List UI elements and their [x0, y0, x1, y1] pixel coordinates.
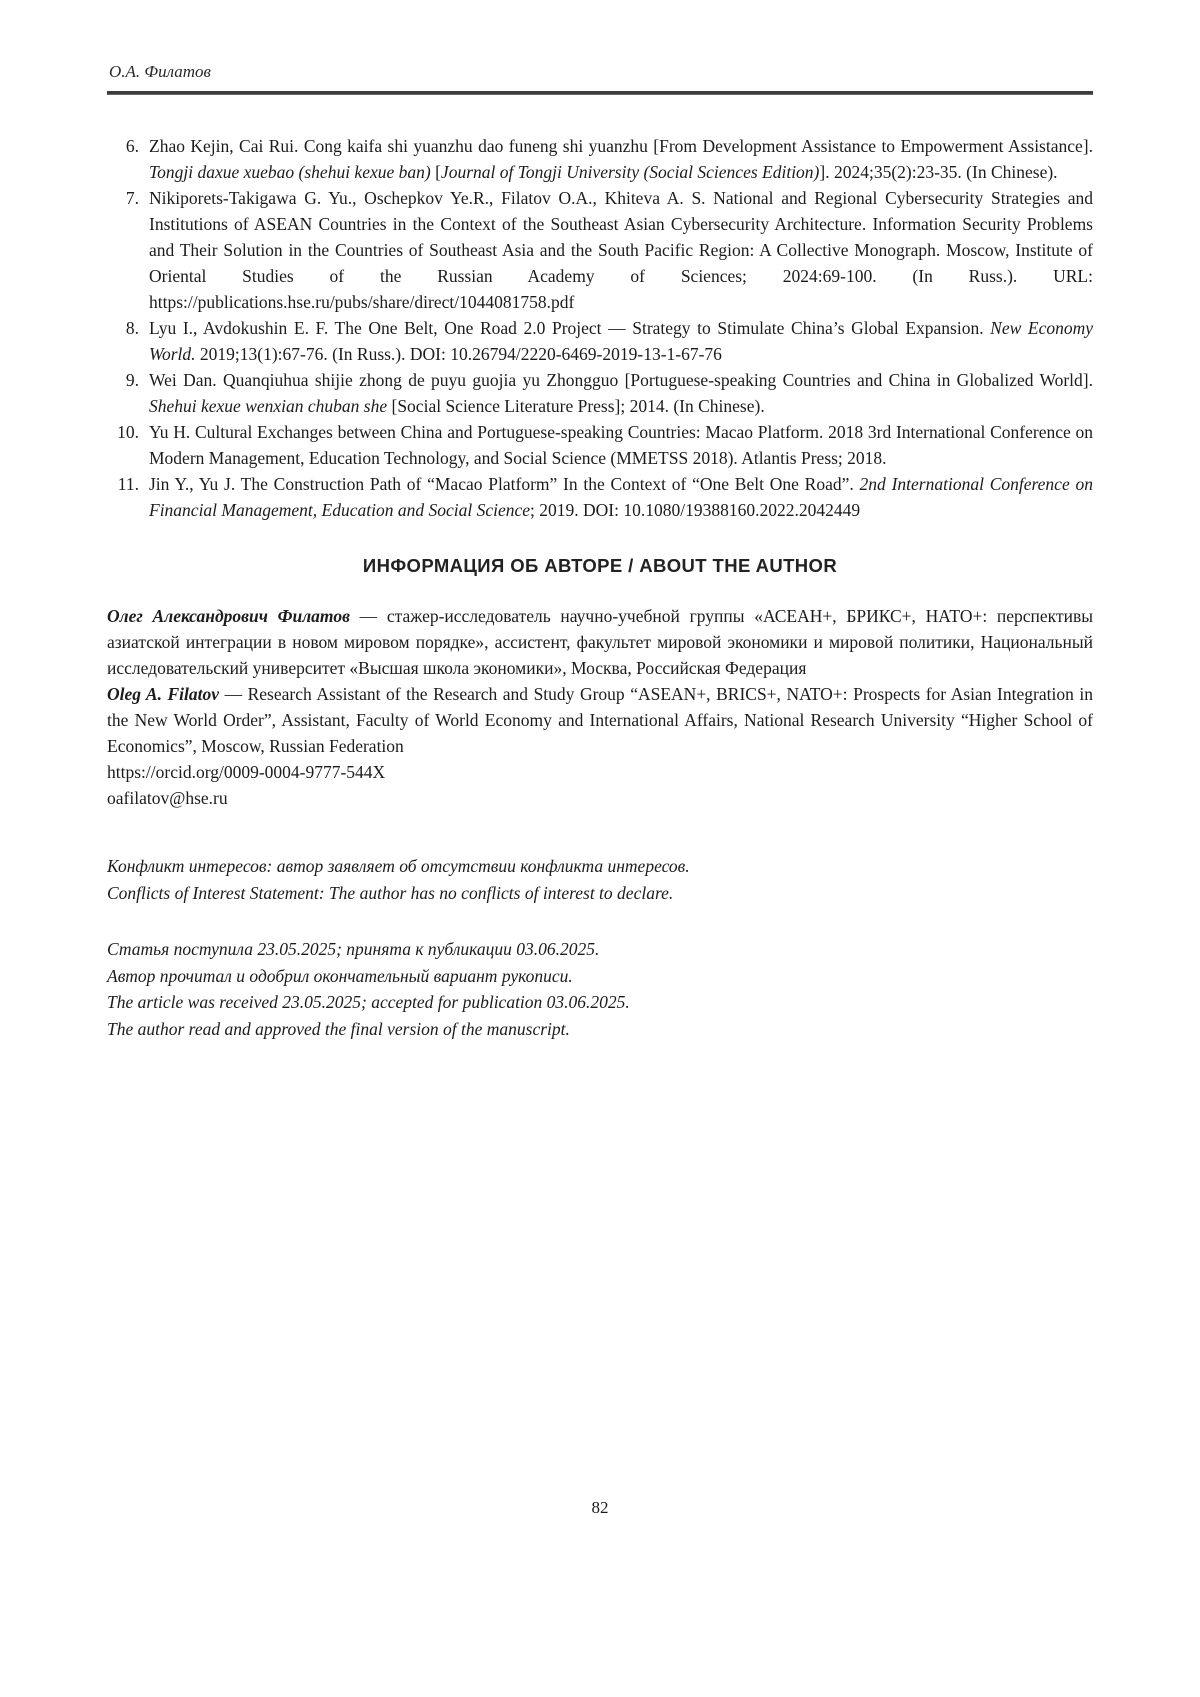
- references-list: [107, 133, 1093, 523]
- text-segment: Jin Y., Yu J. The Construction Path of “Macao Platform” In the Context of “One Belt One Road”.: [149, 474, 860, 494]
- text-segment: New Economy World.: [149, 318, 1093, 364]
- references-section: [107, 133, 1093, 523]
- text-segment: Zhao Kejin, Cai Rui. Cong kaifa shi yuanzhu dao funeng shi yuanzhu [From Development Assistance to Empowerment Assistance].: [149, 136, 1093, 156]
- text-segment: [Social Science Literature Press]; 2014. (In Chinese).: [387, 396, 765, 416]
- text-segment: Tongji daxue xuebao (shehui kexue ban): [149, 162, 431, 182]
- statement-line: Conflicts of Interest Statement: The author has no conflicts of interest to declare.: [107, 882, 674, 903]
- text-segment: 2019;13(1):67-76. (In Russ.). DOI: 10.26794/2220-6469-2019-13-1-67-76: [195, 344, 722, 364]
- reference-number: 6.: [125, 136, 139, 156]
- reference-text: [149, 185, 1093, 315]
- orcid-link: https://orcid.org/0009-0004-9777-544X: [107, 762, 386, 782]
- text-segment: Yu H. Cultural Exchanges between China and Portuguese-speaking Countries: Macao Platform. 2018 3rd International Conference on Modern Management, Education Technology, and Social Science (MMETSS 2018). Atlantis Press; 2018.: [149, 422, 1093, 468]
- statement-line: The author read and approved the final version of the manuscript.: [107, 1018, 570, 1039]
- reference-number: 10.: [117, 422, 139, 442]
- reference-number: 11.: [117, 474, 139, 494]
- text-segment: Journal of Tongji University (Social Sciences Edition): [440, 162, 820, 182]
- reference-item: [107, 315, 1093, 367]
- reference-number: 8.: [125, 318, 139, 338]
- statement-line: Конфликт интересов: автор заявляет об отсутствии конфликта интересов.: [107, 856, 690, 876]
- text-segment: Nikiporets-Takigawa G. Yu., Oschepkov Ye.R., Filatov O.A., Khiteva A. S. National and Regional Cybersecurity Strategies and Institutions of ASEAN Countries in the Context of the Southeast Asian Cybersecurity Architecture. Information Security Problems and Their Solution in the Countries of Southeast Asia and the South Pacific Region: A Collective Monograph. Moscow, Institute of Oriental Studies of the Russian Academy of Sciences; 2024:69-100. (In Russ.). URL: https://publications.hse.ru/pubs/share/direct/1044081758.pdf: [149, 188, 1093, 312]
- statement-line: Статья поступила 23.05.2025; принята к публикации 03.06.2025.: [107, 939, 600, 959]
- statement-line: Автор прочитал и одобрил окончательный вариант рукописи.: [107, 965, 573, 986]
- text-segment: ]. 2024;35(2):23-35. (In Chinese).: [819, 162, 1058, 182]
- conflict-block: [107, 853, 1093, 906]
- reference-text: [149, 133, 1093, 185]
- reference-item: [107, 133, 1093, 185]
- reference-number: 7.: [125, 188, 139, 208]
- dates-block: [107, 936, 1093, 1042]
- statement-line: The article was received 23.05.2025; accepted for publication 03.06.2025.: [107, 992, 630, 1012]
- reference-text: [149, 419, 1093, 471]
- text-segment: — стажер-исследователь научно-учебной группы «АСЕАН+, БРИКС+, НАТО+: перспективы азиатской интеграции в новом мировом порядке», ассистент, факультет мировой экономики и мировой политики, Национальный исследовательский университет «Высшая школа экономики», Москва, Российская Федерация: [107, 606, 1093, 678]
- text-segment: [: [430, 162, 441, 182]
- reference-item: [107, 471, 1093, 523]
- text-segment: — Research Assistant of the Research and Study Group “ASEAN+, BRICS+, NATO+: Prospects for Asian Integration in the New World Order”, Assistant, Faculty of World Economy and International Affairs, National Research University “Higher School of Economics”, Moscow, Russian Federation: [107, 684, 1093, 756]
- reference-item: [107, 367, 1093, 419]
- author-bio: [107, 603, 1093, 759]
- text-segment: 2nd International Conference on Financial Management, Education and Social Science: [149, 474, 1093, 520]
- reference-number: 9.: [125, 370, 139, 390]
- text-segment: Wei Dan. Quanqiuhua shijie zhong de puyu guojia yu Zhongguo [Portuguese-speaking Countries and China in Globalized World].: [149, 370, 1093, 390]
- bio-paragraph: [107, 603, 1093, 681]
- reference-text: [149, 315, 1093, 367]
- reference-item: [107, 185, 1093, 315]
- email-text: oafilatov@hse.ru: [107, 788, 228, 808]
- page-header: [107, 62, 1093, 95]
- running-head: О.А. Филатов: [109, 62, 211, 81]
- reference-text: [149, 367, 1093, 419]
- header-rule: [107, 91, 1093, 95]
- about-author-heading: ИНФОРМАЦИЯ ОБ АВТОРЕ / ABOUT THE AUTHOR: [362, 555, 838, 576]
- bio-paragraph: [107, 681, 1093, 759]
- text-segment: ; 2019. DOI: 10.1080/19388160.2022.2042449: [530, 500, 861, 520]
- text-segment: Oleg A. Filatov: [107, 684, 220, 704]
- author-links: [107, 759, 1093, 811]
- text-segment: Олег Александрович Филатов: [107, 606, 350, 626]
- reference-item: [107, 419, 1093, 471]
- text-segment: Shehui kexue wenxian chuban she: [149, 396, 388, 416]
- text-segment: Lyu I., Avdokushin E. F. The One Belt, One Road 2.0 Project — Strategy to Stimulate China’s Global Expansion.: [149, 318, 991, 338]
- reference-text: [149, 471, 1093, 523]
- page-number: 82: [591, 1498, 609, 1517]
